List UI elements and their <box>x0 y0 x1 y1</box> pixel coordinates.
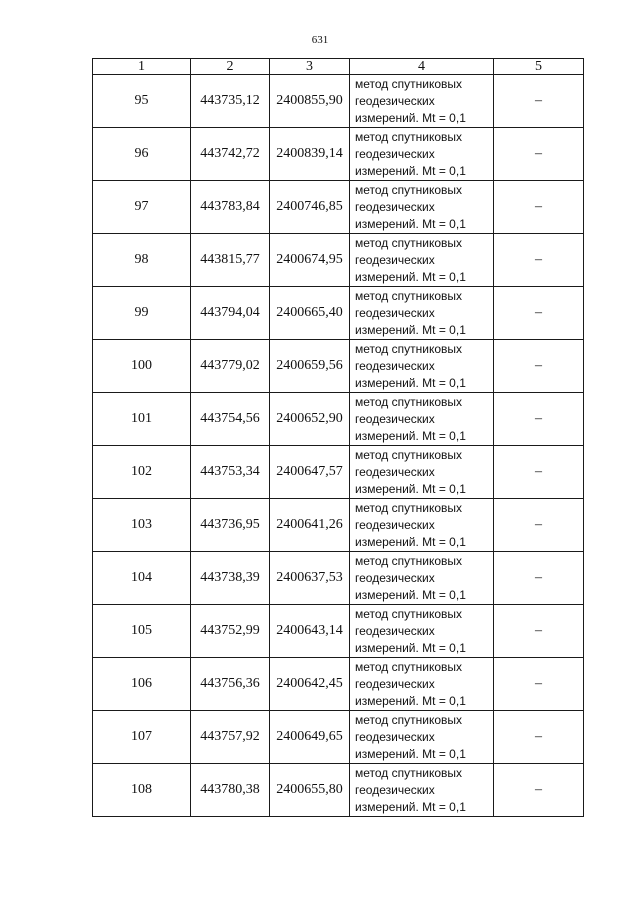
column-5-value: – <box>494 340 584 393</box>
method-description <box>350 128 494 181</box>
method-line-2: геодезических <box>355 623 435 638</box>
method-description <box>350 234 494 287</box>
coordinate-y: 2400642,45 <box>270 658 350 711</box>
coordinate-y: 2400665,40 <box>270 287 350 340</box>
method-description <box>350 711 494 764</box>
column-5-value: – <box>494 446 584 499</box>
table-row <box>93 340 584 393</box>
method-line-3: измерений. Mt = 0,1 <box>355 534 466 549</box>
table-row <box>93 287 584 340</box>
coordinate-x: 443757,92 <box>191 711 270 764</box>
column-5-value: – <box>494 393 584 446</box>
method-line-3: измерений. Mt = 0,1 <box>355 322 466 337</box>
column-5-value: – <box>494 287 584 340</box>
point-number: 105 <box>93 605 191 658</box>
column-5-value: – <box>494 75 584 128</box>
coordinate-x: 443815,77 <box>191 234 270 287</box>
point-number: 96 <box>93 128 191 181</box>
point-number: 106 <box>93 658 191 711</box>
method-line-2: геодезических <box>355 570 435 585</box>
method-line-2: геодезических <box>355 676 435 691</box>
method-line-3: измерений. Mt = 0,1 <box>355 746 466 761</box>
method-description <box>350 605 494 658</box>
coordinate-y: 2400674,95 <box>270 234 350 287</box>
method-line-2: геодезических <box>355 358 435 373</box>
coordinate-x: 443753,34 <box>191 446 270 499</box>
method-line-3: измерений. Mt = 0,1 <box>355 163 466 178</box>
point-number: 103 <box>93 499 191 552</box>
method-description <box>350 181 494 234</box>
point-number: 95 <box>93 75 191 128</box>
coordinate-y: 2400839,14 <box>270 128 350 181</box>
table-row <box>93 181 584 234</box>
method-description <box>350 764 494 817</box>
method-line-1: метод спутниковых <box>355 765 463 780</box>
table-row <box>93 552 584 605</box>
point-number: 100 <box>93 340 191 393</box>
table-row <box>93 128 584 181</box>
method-line-3: измерений. Mt = 0,1 <box>355 481 466 496</box>
point-number: 108 <box>93 764 191 817</box>
coordinate-x: 443736,95 <box>191 499 270 552</box>
coordinate-y: 2400643,14 <box>270 605 350 658</box>
point-number: 104 <box>93 552 191 605</box>
method-line-1: метод спутниковых <box>355 712 463 727</box>
table-header-row <box>93 59 584 75</box>
coordinate-y: 2400659,56 <box>270 340 350 393</box>
method-line-2: геодезических <box>355 305 435 320</box>
coordinate-x: 443779,02 <box>191 340 270 393</box>
table-row <box>93 499 584 552</box>
table-row <box>93 393 584 446</box>
coordinate-y: 2400652,90 <box>270 393 350 446</box>
column-5-value: – <box>494 552 584 605</box>
point-number: 97 <box>93 181 191 234</box>
page-number: 631 <box>311 34 329 46</box>
method-line-1: метод спутниковых <box>355 341 463 356</box>
method-line-3: измерений. Mt = 0,1 <box>355 587 466 602</box>
method-line-1: метод спутниковых <box>355 606 463 621</box>
column-header-3: 3 <box>270 59 350 75</box>
column-header-5: 5 <box>494 59 584 75</box>
method-description <box>350 287 494 340</box>
point-number: 101 <box>93 393 191 446</box>
method-line-1: метод спутниковых <box>355 447 463 462</box>
coordinate-x: 443742,72 <box>191 128 270 181</box>
method-line-1: метод спутниковых <box>355 182 463 197</box>
column-5-value: – <box>494 128 584 181</box>
method-line-3: измерений. Mt = 0,1 <box>355 640 466 655</box>
coordinate-x: 443794,04 <box>191 287 270 340</box>
method-line-2: геодезических <box>355 93 435 108</box>
column-5-value: – <box>494 658 584 711</box>
method-line-1: метод спутниковых <box>355 76 463 91</box>
method-description <box>350 340 494 393</box>
table-row <box>93 234 584 287</box>
coordinate-x: 443738,39 <box>191 552 270 605</box>
method-line-2: геодезических <box>355 411 435 426</box>
coordinate-y: 2400641,26 <box>270 499 350 552</box>
method-line-3: измерений. Mt = 0,1 <box>355 799 466 814</box>
table-row <box>93 764 584 817</box>
coordinate-x: 443752,99 <box>191 605 270 658</box>
coordinate-y: 2400637,53 <box>270 552 350 605</box>
method-line-2: геодезических <box>355 464 435 479</box>
column-header-4: 4 <box>350 59 494 75</box>
point-number: 99 <box>93 287 191 340</box>
column-5-value: – <box>494 605 584 658</box>
column-5-value: – <box>494 499 584 552</box>
method-line-1: метод спутниковых <box>355 129 463 144</box>
coordinate-x: 443780,38 <box>191 764 270 817</box>
method-line-1: метод спутниковых <box>355 659 463 674</box>
method-description <box>350 499 494 552</box>
method-description <box>350 75 494 128</box>
table-row <box>93 446 584 499</box>
point-number: 102 <box>93 446 191 499</box>
method-description <box>350 552 494 605</box>
coordinate-x: 443735,12 <box>191 75 270 128</box>
column-header-1: 1 <box>93 59 191 75</box>
method-line-1: метод спутниковых <box>355 235 463 250</box>
column-5-value: – <box>494 181 584 234</box>
coordinate-y: 2400647,57 <box>270 446 350 499</box>
column-5-value: – <box>494 764 584 817</box>
method-line-1: метод спутниковых <box>355 288 463 303</box>
coordinate-y: 2400855,90 <box>270 75 350 128</box>
method-description <box>350 393 494 446</box>
coordinate-y: 2400655,80 <box>270 764 350 817</box>
coordinate-y: 2400649,65 <box>270 711 350 764</box>
table-row <box>93 605 584 658</box>
method-line-3: измерений. Mt = 0,1 <box>355 110 466 125</box>
method-line-3: измерений. Mt = 0,1 <box>355 216 466 231</box>
column-5-value: – <box>494 711 584 764</box>
point-number: 98 <box>93 234 191 287</box>
method-line-1: метод спутниковых <box>355 553 463 568</box>
method-description <box>350 658 494 711</box>
method-line-2: геодезических <box>355 146 435 161</box>
method-line-2: геодезических <box>355 252 435 267</box>
table-row <box>93 658 584 711</box>
table-row <box>93 711 584 764</box>
coordinates-table <box>92 58 584 817</box>
method-line-2: геодезических <box>355 729 435 744</box>
method-line-2: геодезических <box>355 199 435 214</box>
coordinate-x: 443783,84 <box>191 181 270 234</box>
table-row <box>93 75 584 128</box>
method-line-3: измерений. Mt = 0,1 <box>355 269 466 284</box>
method-line-2: геодезических <box>355 782 435 797</box>
method-line-3: измерений. Mt = 0,1 <box>355 375 466 390</box>
method-line-1: метод спутниковых <box>355 500 463 515</box>
coordinate-y: 2400746,85 <box>270 181 350 234</box>
method-line-3: измерений. Mt = 0,1 <box>355 693 466 708</box>
column-header-2: 2 <box>191 59 270 75</box>
method-description <box>350 446 494 499</box>
table-body <box>93 75 584 817</box>
coordinate-x: 443754,56 <box>191 393 270 446</box>
method-line-2: геодезических <box>355 517 435 532</box>
coordinate-x: 443756,36 <box>191 658 270 711</box>
column-5-value: – <box>494 234 584 287</box>
method-line-1: метод спутниковых <box>355 394 463 409</box>
method-line-3: измерений. Mt = 0,1 <box>355 428 466 443</box>
point-number: 107 <box>93 711 191 764</box>
